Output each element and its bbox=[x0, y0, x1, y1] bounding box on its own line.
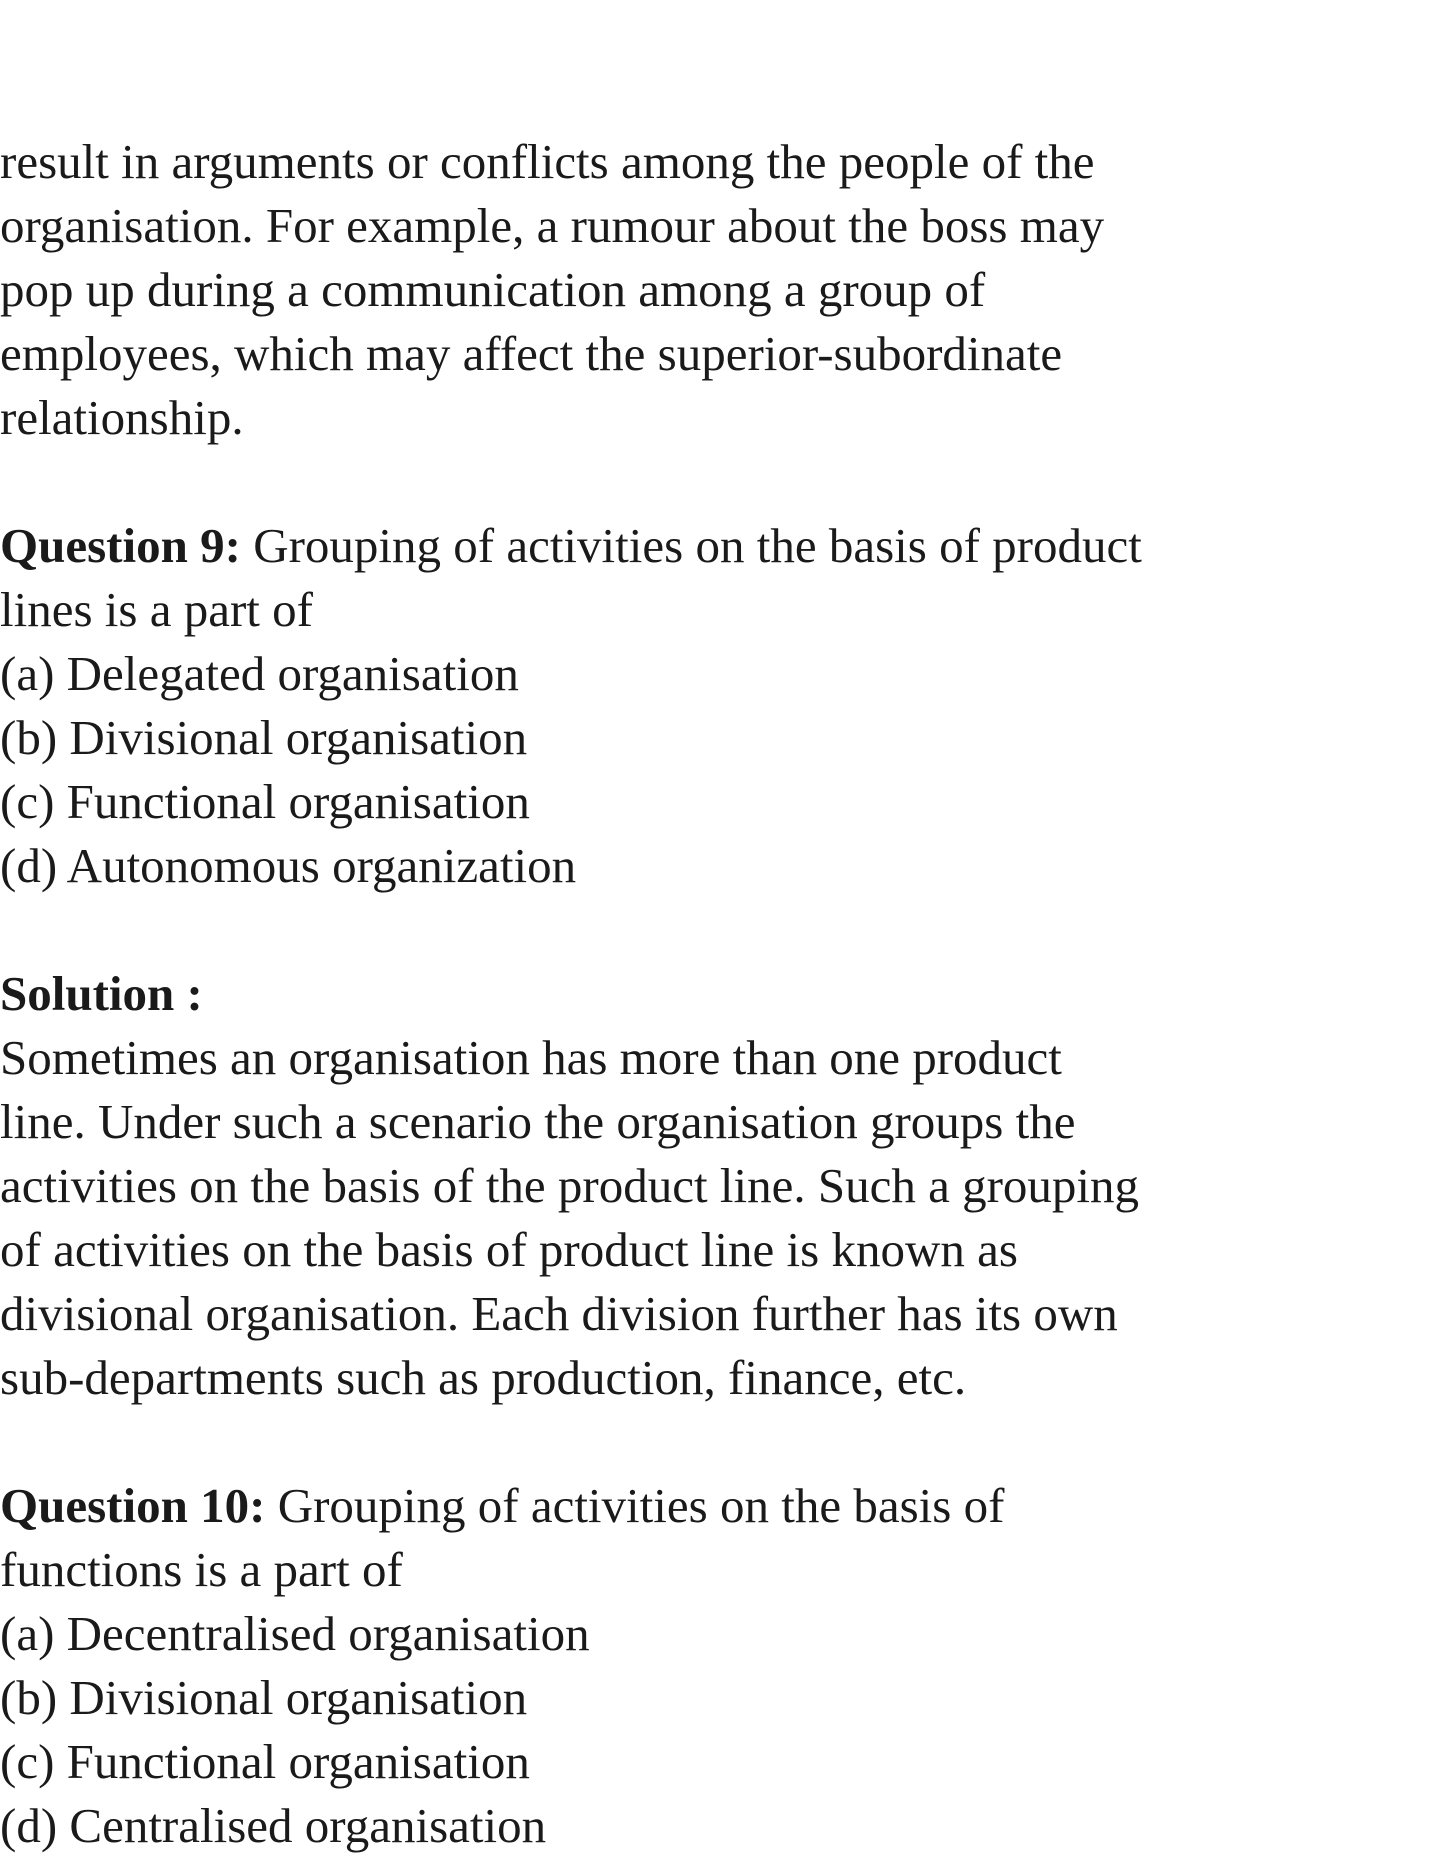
question-9-stem-line-1 bbox=[0, 514, 1434, 578]
spacer bbox=[0, 1410, 1434, 1474]
question-10 bbox=[0, 1474, 1434, 1858]
document-page bbox=[0, 130, 1434, 1858]
question-9 bbox=[0, 514, 1434, 898]
solution-line-2: line. Under such a scenario the organisation groups the bbox=[0, 1094, 1076, 1149]
intro-line-4: employees, which may affect the superior-subordinate bbox=[0, 326, 1063, 381]
intro-line-1: result in arguments or conflicts among the people of the bbox=[0, 134, 1095, 189]
question-9-text: Grouping of activities on the basis of product bbox=[240, 518, 1142, 573]
question-10-stem-line-1 bbox=[0, 1474, 1434, 1538]
question-10-option-a: (a) Decentralised organisation bbox=[0, 1606, 590, 1661]
question-9-stem-line-2: lines is a part of bbox=[0, 582, 313, 637]
solution-line-1: Sometimes an organisation has more than one product bbox=[0, 1030, 1062, 1085]
solution-line-5: divisional organisation. Each division further has its own bbox=[0, 1286, 1118, 1341]
question-10-option-c: (c) Functional organisation bbox=[0, 1734, 530, 1789]
spacer bbox=[0, 898, 1434, 962]
question-10-stem-line-2: functions is a part of bbox=[0, 1542, 403, 1597]
intro-paragraph bbox=[0, 130, 1434, 450]
question-10-option-b: (b) Divisional organisation bbox=[0, 1670, 528, 1725]
question-9-option-b: (b) Divisional organisation bbox=[0, 710, 528, 765]
question-10-text: Grouping of activities on the basis of bbox=[265, 1478, 1005, 1533]
solution-line-6: sub-departments such as production, finance, etc. bbox=[0, 1350, 967, 1405]
question-10-label: Question 10: bbox=[0, 1478, 266, 1533]
question-10-option-d: (d) Centralised organisation bbox=[0, 1798, 547, 1853]
solution-line-3: activities on the basis of the product line. Such a grouping bbox=[0, 1158, 1140, 1213]
question-9-option-d: (d) Autonomous organization bbox=[0, 838, 577, 893]
solution-line-4: of activities on the basis of product line is known as bbox=[0, 1222, 1018, 1277]
solution-heading: Solution : bbox=[0, 966, 203, 1021]
intro-line-3: pop up during a communication among a group of bbox=[0, 262, 986, 317]
intro-line-2: organisation. For example, a rumour about the boss may bbox=[0, 198, 1105, 253]
question-9-label: Question 9: bbox=[0, 518, 241, 573]
intro-line-5: relationship. bbox=[0, 390, 244, 445]
question-9-option-a: (a) Delegated organisation bbox=[0, 646, 519, 701]
question-9-option-c: (c) Functional organisation bbox=[0, 774, 530, 829]
spacer bbox=[0, 450, 1434, 514]
solution-section bbox=[0, 962, 1434, 1410]
